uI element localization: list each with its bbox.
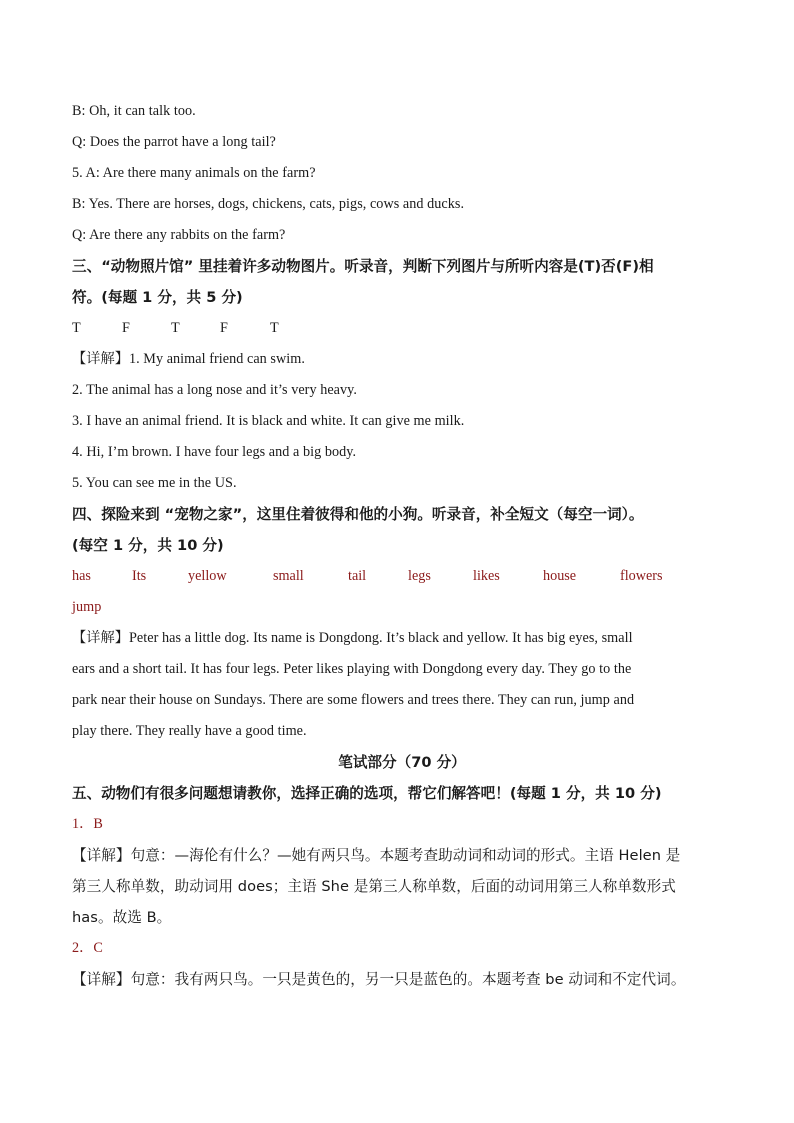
answer-item: F <box>122 320 130 336</box>
detail-line: has。故选 B。 <box>72 909 172 926</box>
answer-item: likes <box>473 568 500 584</box>
detail-line: play there. They really have a good time. <box>72 723 307 739</box>
section-4-title-cont: (每空 1 分，共 10 分) <box>72 537 224 554</box>
detail-line: ears and a short tail. It has four legs. Peter likes playing with Dongdong every day. They go to the <box>72 661 632 677</box>
written-part-heading: 笔试部分（70 分） <box>338 754 466 771</box>
detail-line: 5. You can see me in the US. <box>72 475 237 491</box>
detail-line: 3. I have an animal friend. It is black and white. It can give me milk. <box>72 413 465 429</box>
text-line: Q: Does the parrot have a long tail? <box>72 134 276 150</box>
q1-answer: 1．B <box>72 816 103 832</box>
answer-item: has <box>72 568 91 584</box>
section-4-answers <box>72 561 732 592</box>
answer-item: yellow <box>188 568 227 584</box>
q2-answer: 2．C <box>72 940 103 956</box>
answer-item: legs <box>408 568 431 584</box>
detail-line: 【详解】句意：—海伦有什么？—她有两只鸟。本题考查助动词和动词的形式。主语 Helen 是 <box>72 847 681 864</box>
answer-page <box>72 96 732 995</box>
answer-item: jump <box>72 599 102 615</box>
text-line: B: Oh, it can talk too. <box>72 103 196 119</box>
text-line: 5. A: Are there many animals on the farm? <box>72 165 316 181</box>
section-3-title: 三、“动物照片馆” 里挂着许多动物图片。听录音，判断下列图片与所听内容是(T)否(F)相 <box>72 258 654 275</box>
text-line: Q: Are there any rabbits on the farm? <box>72 227 286 243</box>
answer-item: F <box>220 320 228 336</box>
detail-line: 4. Hi, I’m brown. I have four legs and a big body. <box>72 444 357 460</box>
section-3-title-cont: 符。(每题 1 分，共 5 分) <box>72 289 243 306</box>
text-line: B: Yes. There are horses, dogs, chickens, cats, pigs, cows and ducks. <box>72 196 465 212</box>
section-3-answers <box>72 313 732 344</box>
detail-line: 2. The animal has a long nose and it’s very heavy. <box>72 382 357 398</box>
detail-line: park near their house on Sundays. There are some flowers and trees there. They can run, jump and <box>72 692 635 708</box>
answer-item: T <box>270 320 279 336</box>
detail-line: 【详解】1. My animal friend can swim. <box>72 351 305 367</box>
detail-line: 第三人称单数，助动词用 does；主语 She 是第三人称单数，后面的动词用第三人称单数形式 <box>72 878 676 895</box>
answer-item: T <box>72 320 81 336</box>
answer-item: house <box>543 568 577 584</box>
detail-line: 【详解】Peter has a little dog. Its name is Dongdong. It’s black and yellow. It has big eyes, small <box>72 630 633 646</box>
detail-line: 【详解】句意：我有两只鸟。一只是黄色的，另一只是蓝色的。本题考查 be 动词和不定代词。 <box>72 971 686 988</box>
answer-item: tail <box>348 568 367 584</box>
section-5-title: 五、动物们有很多问题想请教你，选择正确的选项，帮它们解答吧！(每题 1 分，共 10 分) <box>72 785 662 802</box>
answer-item: Its <box>132 568 147 584</box>
section-4-title: 四、探险来到 “宠物之家”，这里住着彼得和他的小狗。听录音，补全短文（每空一词）。 <box>72 506 644 523</box>
answer-item: flowers <box>620 568 663 584</box>
answer-item: T <box>171 320 180 336</box>
answer-item: small <box>273 568 304 584</box>
